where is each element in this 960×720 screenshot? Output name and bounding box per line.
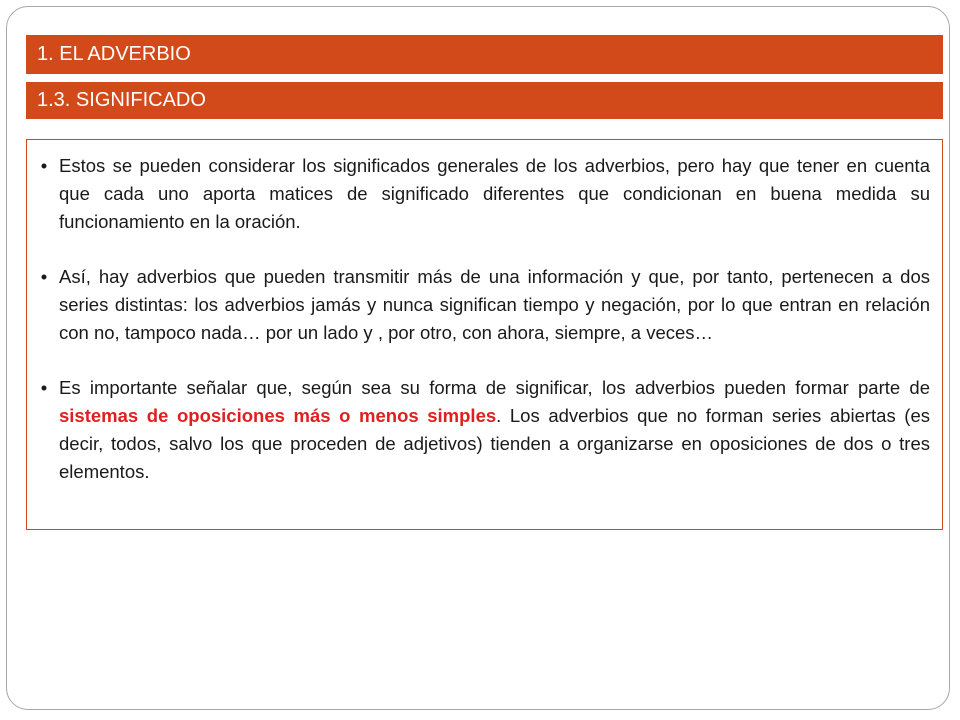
highlighted-term: sistemas de oposiciones más o menos simples	[59, 405, 497, 426]
title-bar	[26, 35, 943, 74]
bullet-item-1	[35, 152, 930, 236]
bullet-item-3	[35, 374, 930, 486]
bullet-text-2: Así, hay adverbios que pueden transmitir más de una información y que, por tanto, pertenecen a dos series distintas: los adverbios jamás y nunca significan tiempo y negación, por lo que entran en relación con no, tampoco nada… por un lado y , por otro, con ahora, siempre, a veces…	[59, 266, 930, 343]
bullet-icon: •	[40, 155, 48, 176]
content-box	[26, 139, 943, 530]
bullet-icon: •	[40, 266, 48, 287]
bullet-icon: •	[40, 377, 48, 398]
subtitle-bar	[26, 82, 943, 119]
bullet-text-3-end: . Los adverbios que no forman series abiertas (es decir, todos, salvo los que proceden de adjetivos) tienden a organizarse en oposiciones de dos o tres elementos.	[59, 405, 930, 482]
page-subtitle: 1.3. SIGNIFICADO	[37, 89, 206, 111]
page-title: 1. EL ADVERBIO	[37, 43, 191, 65]
bullet-item-2	[35, 263, 930, 347]
bullet-text-3-start: Es importante señalar que, según sea su forma de significar, los adverbios pueden formar parte de	[59, 377, 930, 398]
bullet-text-1: Estos se pueden considerar los significados generales de los adverbios, pero hay que tener en cuenta que cada uno aporta matices de significado diferentes que condicionan en buena medida su funcionamiento en la oración.	[59, 155, 930, 232]
